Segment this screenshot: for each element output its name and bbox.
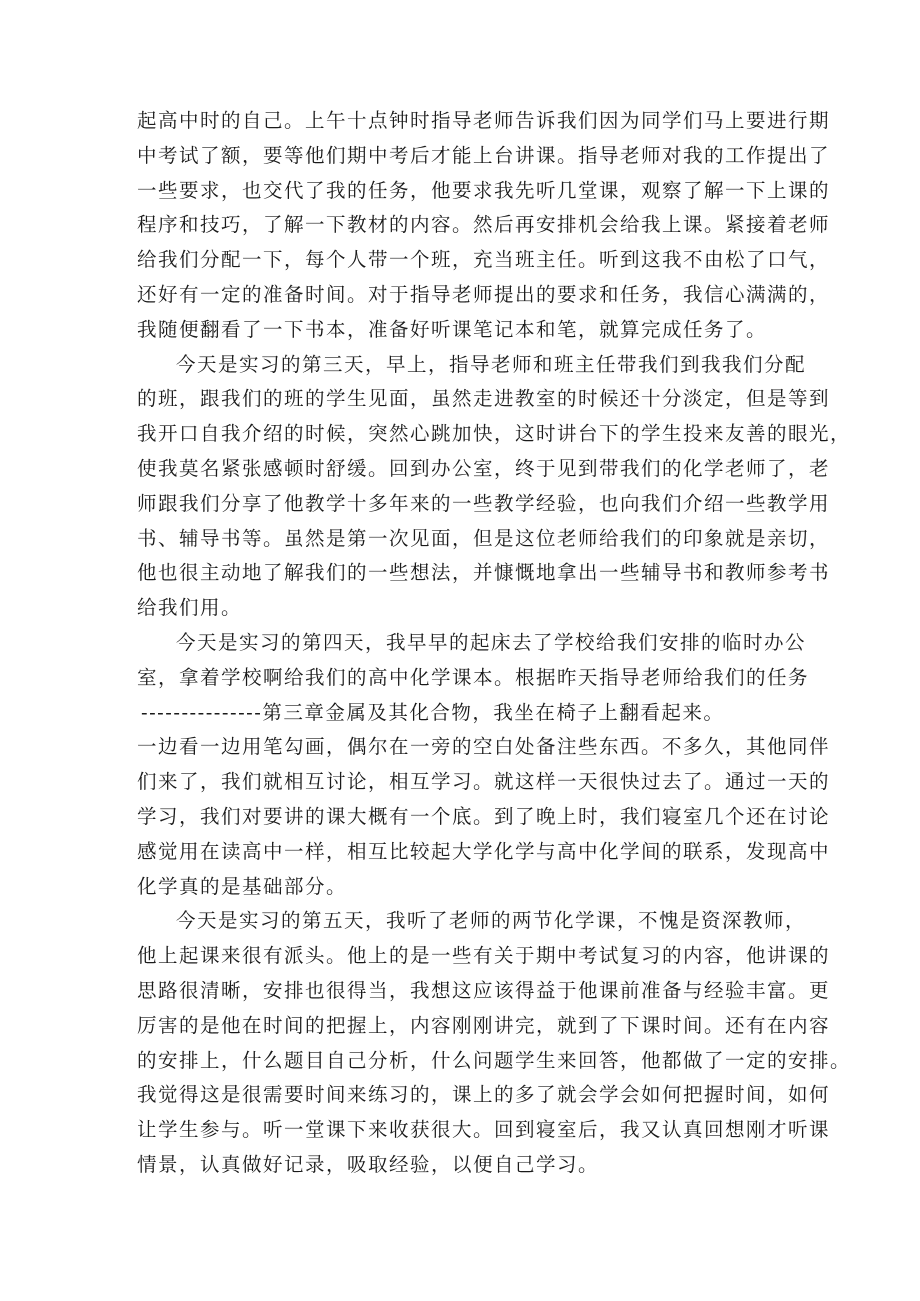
paragraph-1-line-6: 还好有一定的准备时间。对于指导老师提出的要求和任务，我信心满满的，: [137, 282, 831, 306]
paragraph-3-line-4: 一边看一边用笔勾画，偶尔在一旁的空白处备注些东西。不多久，其他同伴: [137, 735, 831, 759]
paragraph-3-line-5: 们来了，我们就相互讨论，相互学习。就这样一天很快过去了。通过一天的: [137, 770, 831, 794]
paragraph-1-line-2: 中考试了额，要等他们期中考后才能上台讲课。指导老师对我的工作提出了: [137, 143, 831, 167]
paragraph-4-line-8: 情景，认真做好记录，吸取经验，以便自己学习。: [137, 1152, 600, 1176]
paragraph-3-line-1: 今天是实习的第四天，我早早的起床去了学校给我们安排的临时办公: [176, 630, 807, 654]
document-body: [137, 104, 852, 1183]
paragraph-4-line-5: 的安排上，什么题目自己分析，什么问题学生来回答，他都做了一定的安排。: [137, 1048, 852, 1072]
paragraph-1-line-7: 我随便翻看了一下书本，准备好听课笔记本和笔，就算完成任务了。: [137, 317, 768, 341]
paragraph-4-line-6: 我觉得这是很需要时间来练习的，课上的多了就会学会如何把握时间，如何: [137, 1083, 831, 1107]
paragraph-2-line-8: 给我们用。: [137, 596, 243, 620]
paragraph-2-line-5: 师跟我们分享了他教学十多年来的一些教学经验，也向我们介绍一些教学用: [137, 491, 831, 515]
paragraph-2-line-3: 我开口自我介绍的时候，突然心跳加快，这时讲台下的学生投来友善的眼光，: [137, 422, 852, 446]
paragraph-3-line-3: ---------------第三章金属及其化合物，我坐在椅子上翻看起来。: [141, 700, 725, 724]
paragraph-4-line-2: 他上起课来很有派头。他上的是一些有关于期中考试复习的内容，他讲课的: [137, 944, 831, 968]
paragraph-1-line-4: 程序和技巧，了解一下教材的内容。然后再安排机会给我上课。紧接着老师: [137, 213, 831, 237]
paragraph-2-line-2: 的班，跟我们的班的学生见面，虽然走进教室的时候还十分淡定，但是等到: [137, 387, 831, 411]
paragraph-1-line-1: 起高中时的自己。上午十点钟时指导老师告诉我们因为同学们马上要进行期: [137, 109, 831, 132]
paragraph-3-line-7: 感觉用在读高中一样，相互比较起大学化学与高中化学间的联系，发现高中: [137, 839, 831, 863]
paragraph-2-line-6: 书、辅导书等。虽然是第一次见面，但是这位老师给我们的印象就是亲切，: [137, 526, 831, 550]
paragraph-2-line-4: 使我莫名紧张感顿时舒缓。回到办公室，终于见到带我们的化学老师了，老: [137, 456, 831, 480]
paragraph-4-line-7: 让学生参与。听一堂课下来收获很大。回到寝室后，我又认真回想刚才听课: [137, 1118, 831, 1142]
paragraph-2-line-7: 他也很主动地了解我们的一些想法，并慷慨地拿出一些辅导书和教师参考书: [137, 561, 831, 585]
paragraph-2-line-1: 今天是实习的第三天，早上，指导老师和班主任带我们到我我们分配: [176, 352, 807, 376]
paragraph-4-line-3: 思路很清晰，安排也很得当，我想这应该得益于他课前准备与经验丰富。更: [137, 978, 831, 1002]
paragraph-3-line-6: 学习，我们对要讲的课大概有一个底。到了晚上时，我们寝室几个还在讨论: [137, 804, 831, 828]
paragraph-3-line-8: 化学真的是基础部分。: [137, 874, 348, 898]
paragraph-4-line-1: 今天是实习的第五天，我听了老师的两节化学课，不愧是资深教师，: [176, 909, 807, 933]
paragraph-1-line-3: 一些要求，也交代了我的任务，他要求我先听几堂课，观察了解一下上课的: [137, 178, 831, 202]
paragraph-3-line-2: 室，拿着学校啊给我们的高中化学课本。根据昨天指导老师给我们的任务: [137, 665, 810, 689]
paragraph-4-line-4: 厉害的是他在时间的把握上，内容刚刚讲完，就到了下课时间。还有在内容: [137, 1013, 831, 1037]
paragraph-1-line-5: 给我们分配一下，每个人带一个班，充当班主任。听到这我不由松了口气，: [137, 248, 831, 272]
